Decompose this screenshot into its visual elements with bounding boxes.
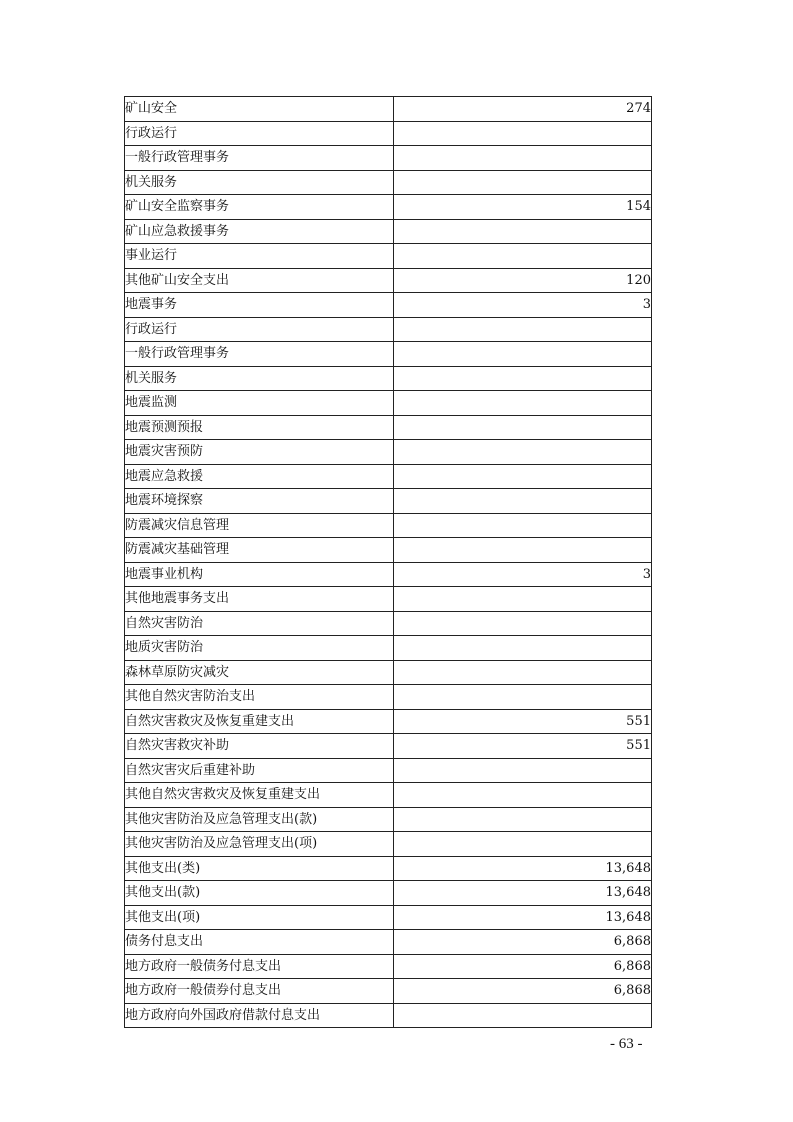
row-item-name: 自然灾害救灾及恢复重建支出 xyxy=(125,709,394,734)
table-row xyxy=(125,660,652,685)
table-row xyxy=(125,562,652,587)
row-item-amount: 274 xyxy=(394,97,652,122)
row-item-name: 防震减灾基础管理 xyxy=(125,538,394,563)
row-item-amount xyxy=(394,636,652,661)
table-row xyxy=(125,391,652,416)
row-item-name: 其他灾害防治及应急管理支出(项) xyxy=(125,832,394,857)
row-item-name: 矿山安全 xyxy=(125,97,394,122)
table-row xyxy=(125,293,652,318)
row-item-name: 地震事务 xyxy=(125,293,394,318)
row-item-amount: 13,648 xyxy=(394,881,652,906)
table-row xyxy=(125,538,652,563)
row-item-amount xyxy=(394,538,652,563)
row-item-amount xyxy=(394,219,652,244)
expenditure-table xyxy=(124,96,652,1028)
row-item-name: 一般行政管理事务 xyxy=(125,342,394,367)
table-row xyxy=(125,1003,652,1028)
row-item-amount xyxy=(394,415,652,440)
row-item-amount xyxy=(394,807,652,832)
row-item-amount xyxy=(394,146,652,171)
row-item-amount xyxy=(394,244,652,269)
table-row xyxy=(125,856,652,881)
table-row xyxy=(125,415,652,440)
row-item-amount xyxy=(394,464,652,489)
row-item-name: 自然灾害救灾补助 xyxy=(125,734,394,759)
row-item-name: 机关服务 xyxy=(125,366,394,391)
table-row xyxy=(125,121,652,146)
table-row xyxy=(125,170,652,195)
table-row xyxy=(125,758,652,783)
table-row xyxy=(125,954,652,979)
table-row xyxy=(125,317,652,342)
row-item-name: 地震监测 xyxy=(125,391,394,416)
row-item-name: 其他自然灾害防治支出 xyxy=(125,685,394,710)
table-row xyxy=(125,930,652,955)
row-item-name: 森林草原防灾减灾 xyxy=(125,660,394,685)
table-row xyxy=(125,342,652,367)
row-item-name: 机关服务 xyxy=(125,170,394,195)
row-item-name: 防震减灾信息管理 xyxy=(125,513,394,538)
table-row xyxy=(125,832,652,857)
row-item-name: 其他支出(项) xyxy=(125,905,394,930)
row-item-amount: 551 xyxy=(394,734,652,759)
row-item-name: 事业运行 xyxy=(125,244,394,269)
table-row xyxy=(125,195,652,220)
table-row xyxy=(125,881,652,906)
table-row xyxy=(125,268,652,293)
row-item-name: 其他地震事务支出 xyxy=(125,587,394,612)
row-item-name: 一般行政管理事务 xyxy=(125,146,394,171)
row-item-amount: 6,868 xyxy=(394,979,652,1004)
row-item-name: 行政运行 xyxy=(125,317,394,342)
row-item-amount: 13,648 xyxy=(394,856,652,881)
table-row xyxy=(125,146,652,171)
page-number: - 63 - xyxy=(610,1036,643,1052)
row-item-amount xyxy=(394,342,652,367)
row-item-amount: 3 xyxy=(394,293,652,318)
row-item-amount xyxy=(394,832,652,857)
table-row xyxy=(125,513,652,538)
row-item-amount xyxy=(394,513,652,538)
row-item-name: 其他支出(款) xyxy=(125,881,394,906)
row-item-amount xyxy=(394,366,652,391)
row-item-amount xyxy=(394,587,652,612)
row-item-name: 地震事业机构 xyxy=(125,562,394,587)
row-item-amount xyxy=(394,660,652,685)
expenditure-table-body xyxy=(125,97,652,1028)
row-item-amount xyxy=(394,611,652,636)
row-item-name: 其他矿山安全支出 xyxy=(125,268,394,293)
row-item-amount: 154 xyxy=(394,195,652,220)
table-row xyxy=(125,97,652,122)
row-item-amount: 6,868 xyxy=(394,954,652,979)
table-row xyxy=(125,905,652,930)
row-item-amount xyxy=(394,170,652,195)
row-item-amount: 3 xyxy=(394,562,652,587)
table-row xyxy=(125,366,652,391)
row-item-name: 地方政府一般债券付息支出 xyxy=(125,979,394,1004)
row-item-amount xyxy=(394,391,652,416)
row-item-name: 地震灾害预防 xyxy=(125,440,394,465)
row-item-name: 自然灾害灾后重建补助 xyxy=(125,758,394,783)
row-item-amount: 120 xyxy=(394,268,652,293)
table-row xyxy=(125,489,652,514)
row-item-amount xyxy=(394,489,652,514)
row-item-amount xyxy=(394,685,652,710)
table-row xyxy=(125,979,652,1004)
table-row xyxy=(125,783,652,808)
row-item-name: 地质灾害防治 xyxy=(125,636,394,661)
row-item-name: 行政运行 xyxy=(125,121,394,146)
row-item-name: 地方政府向外国政府借款付息支出 xyxy=(125,1003,394,1028)
table-row xyxy=(125,807,652,832)
row-item-amount xyxy=(394,317,652,342)
row-item-name: 地震预测预报 xyxy=(125,415,394,440)
row-item-name: 其他灾害防治及应急管理支出(款) xyxy=(125,807,394,832)
row-item-name: 自然灾害防治 xyxy=(125,611,394,636)
row-item-name: 矿山应急救援事务 xyxy=(125,219,394,244)
row-item-amount xyxy=(394,1003,652,1028)
row-item-name: 地震应急救援 xyxy=(125,464,394,489)
table-row xyxy=(125,709,652,734)
row-item-amount xyxy=(394,758,652,783)
table-row xyxy=(125,244,652,269)
table-row xyxy=(125,685,652,710)
row-item-amount: 13,648 xyxy=(394,905,652,930)
row-item-name: 债务付息支出 xyxy=(125,930,394,955)
table-row xyxy=(125,611,652,636)
row-item-amount xyxy=(394,440,652,465)
row-item-name: 矿山安全监察事务 xyxy=(125,195,394,220)
row-item-name: 地方政府一般债务付息支出 xyxy=(125,954,394,979)
table-row xyxy=(125,636,652,661)
table-row xyxy=(125,734,652,759)
row-item-name: 其他自然灾害救灾及恢复重建支出 xyxy=(125,783,394,808)
row-item-name: 地震环境探察 xyxy=(125,489,394,514)
row-item-amount: 551 xyxy=(394,709,652,734)
row-item-amount: 6,868 xyxy=(394,930,652,955)
row-item-name: 其他支出(类) xyxy=(125,856,394,881)
table-row xyxy=(125,587,652,612)
table-row xyxy=(125,440,652,465)
table-row xyxy=(125,464,652,489)
row-item-amount xyxy=(394,783,652,808)
row-item-amount xyxy=(394,121,652,146)
table-row xyxy=(125,219,652,244)
